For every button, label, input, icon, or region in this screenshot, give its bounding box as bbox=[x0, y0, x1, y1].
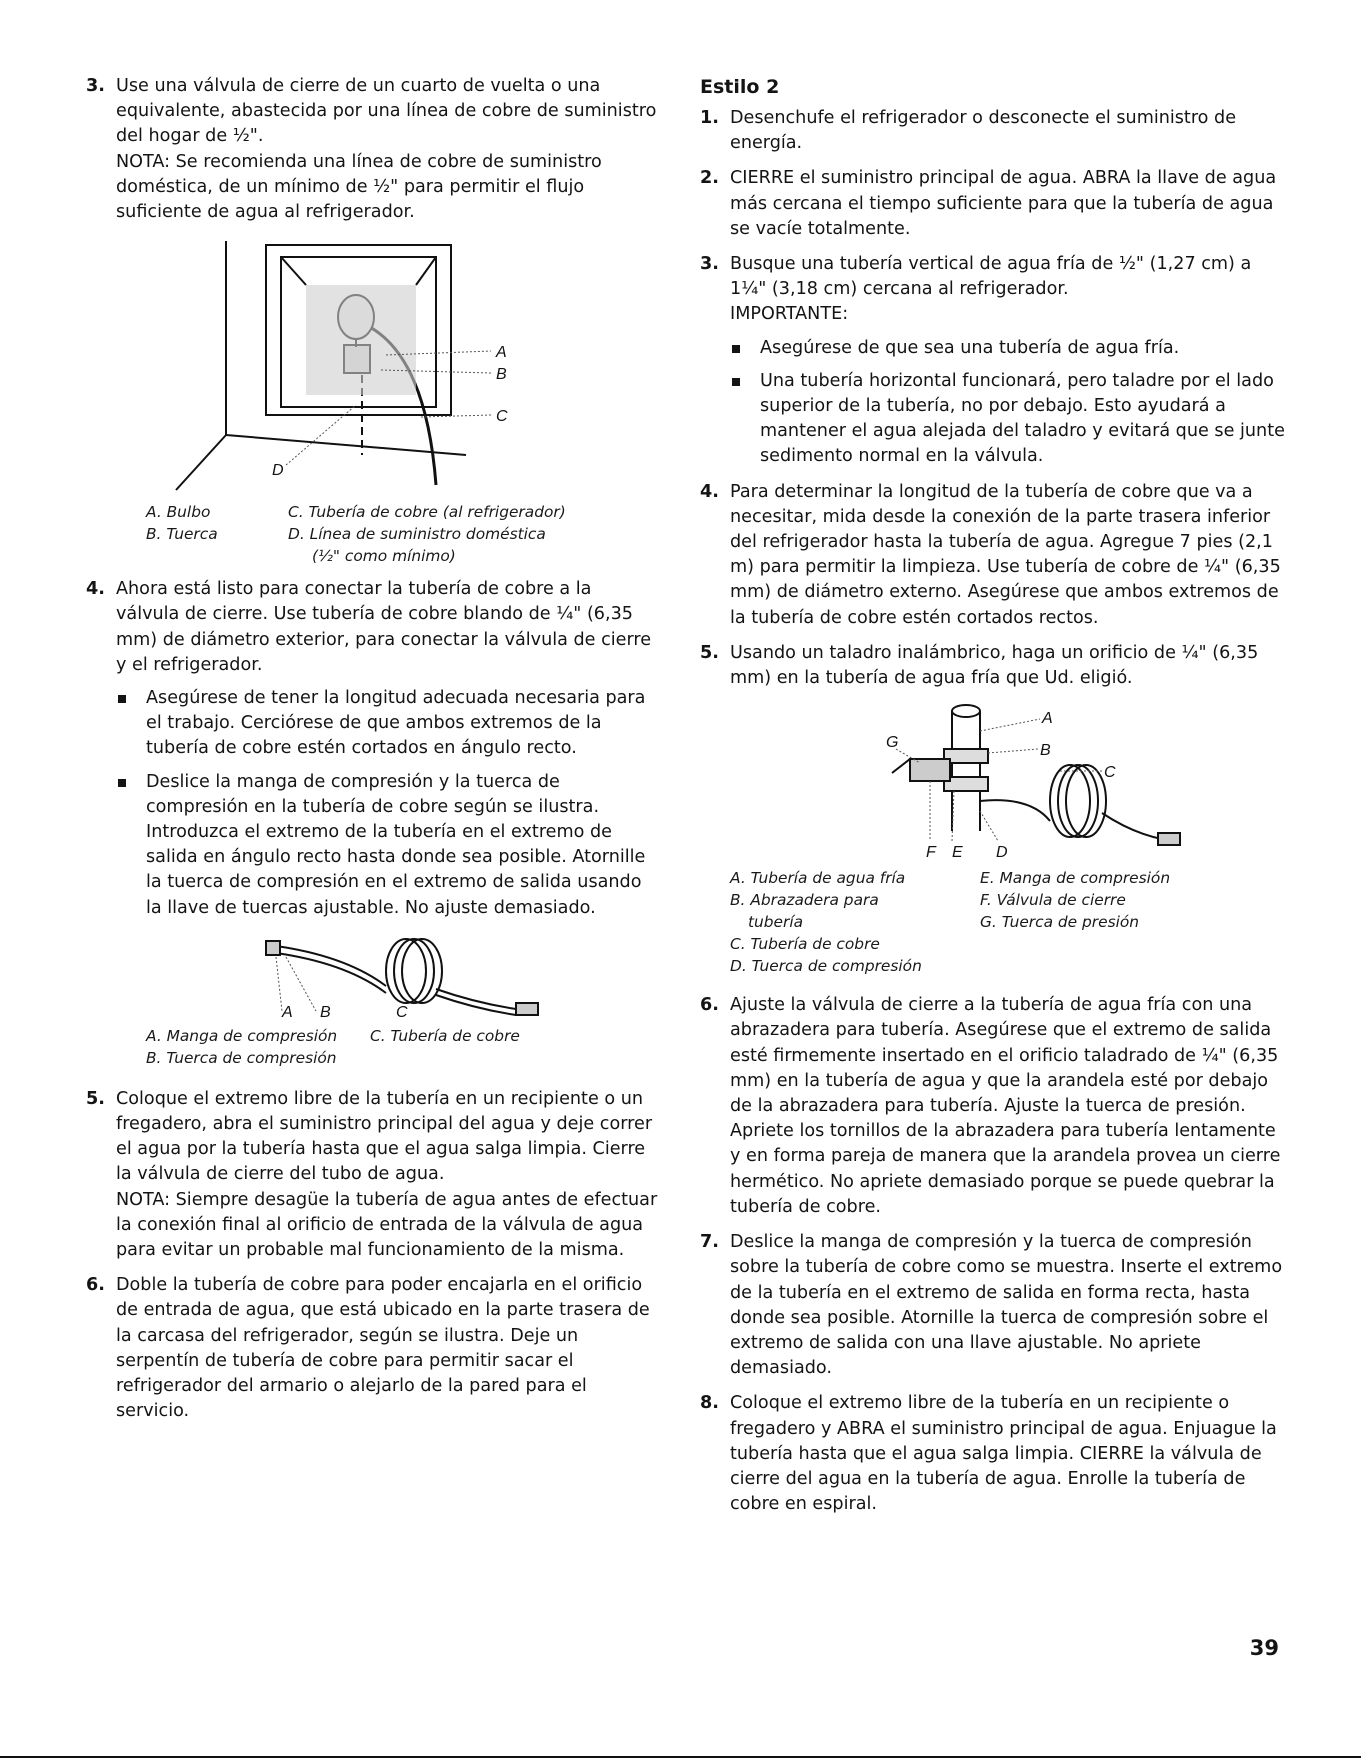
label-b: B bbox=[320, 1003, 331, 1019]
step-number: 3. bbox=[700, 254, 719, 275]
step-text: CIERRE el suministro principal de agua. ABRA la llave de agua más cercana el tiempo suficiente para que la tubería de agua se vacíe totalmente. bbox=[730, 168, 1277, 239]
caption-a: A. Bulbo bbox=[146, 503, 211, 522]
step-text: Use una válvula de cierre de un cuarto de vuelta o una equivalente, abastecida por una línea de cobre de suministro del hogar de ½". bbox=[116, 76, 657, 147]
figure-shutoff-valve bbox=[116, 235, 656, 567]
right-column bbox=[700, 74, 1285, 1527]
figure-compression-fittings bbox=[146, 931, 646, 1069]
tubing-illustration bbox=[246, 931, 566, 1019]
figure-pipe-clamp bbox=[730, 701, 1270, 977]
step-6-left bbox=[86, 1273, 660, 1424]
label-g: G bbox=[886, 734, 899, 752]
note-text: Siempre desagüe la tubería de agua antes de efectuar la conexión final al orificio de entrada de la válvula de agua para evitar un probable mal funcionamiento de la misma. bbox=[116, 1189, 658, 1261]
step-3-left bbox=[86, 74, 660, 225]
step-text: Deslice la manga de compresión y la tuerca de compresión sobre la tubería de cobre como se muestra. Inserte el extremo de la tubería en el extremo de salida en forma recta, hasta donde sea posible. Atornille la tuerca de compresión sobre el extremo de salida con una llave ajustable. No apriete demasiado. bbox=[730, 1232, 1283, 1379]
step-number: 5. bbox=[700, 642, 719, 663]
caption-c: C. Tubería de cobre bbox=[370, 1026, 520, 1045]
step-6-right bbox=[700, 993, 1285, 1220]
step-number: 1. bbox=[700, 108, 719, 128]
step-7-right bbox=[700, 1230, 1285, 1381]
bullet-item bbox=[116, 770, 660, 921]
step-number: 4. bbox=[700, 481, 719, 502]
label-d: D bbox=[272, 462, 284, 480]
step-1-right bbox=[700, 106, 1285, 156]
left-column bbox=[86, 74, 660, 1435]
caption-d: D. Línea de suministro doméstica bbox=[288, 525, 546, 544]
step-5-left bbox=[86, 1087, 660, 1263]
caption-a: A. Manga de compresión bbox=[146, 1026, 338, 1045]
caption-f: F. Válvula de cierre bbox=[980, 891, 1126, 910]
figure-caption bbox=[730, 867, 1270, 977]
step-text: Ajuste la válvula de cierre a la tubería de agua fría con una abrazadera para tubería. Asegúrese que el extremo de salida esté firmemente insertado en el orificio taladrado de ¼" (6,35 mm) en la tubería de agua y que la arandela esté por debajo de la abrazadera para tubería. Ajuste la tuerca de presión. Apriete los tornillos de la abrazadera para tubería lentamente y en forma pareja de manera que la arandela provea un cierre hermético. No apriete demasiado porque se puede quebrar la tubería de cobre. bbox=[730, 995, 1281, 1217]
label-e: E bbox=[952, 844, 963, 862]
label-d: D bbox=[996, 844, 1008, 862]
step-number: 6. bbox=[86, 1275, 105, 1296]
label-c: C bbox=[1104, 764, 1116, 782]
label-f: F bbox=[926, 844, 936, 862]
step-text: Doble la tubería de cobre para poder encajarla en el orificio de entrada de agua, que está ubicado en la parte trasera de la carcasa del refrigerador, según se ilustra. Deje un serpentín de tubería de cobre para permitir sacar el refrigerador del armario o alejarlo de la pared para el servicio. bbox=[116, 1275, 650, 1422]
step-text: Desenchufe el refrigerador o desconecte el suministro de energía. bbox=[730, 108, 1237, 154]
bullet-square-icon bbox=[732, 378, 740, 386]
label-a: A bbox=[496, 344, 507, 362]
step-text: Busque una tubería vertical de agua fría de ½" (1,27 cm) a 1¼" (3,18 cm) cercana al refrigerador. bbox=[730, 254, 1252, 300]
caption-a: A. Tubería de agua fría bbox=[730, 869, 906, 888]
step-number: 8. bbox=[700, 1393, 719, 1414]
label-c: C bbox=[396, 1003, 408, 1019]
bullet-text: Deslice la manga de compresión y la tuerca de compresión en la tubería de cobre según se ilustra. Introduzca el extremo de la tubería en el extremo de salida en ángulo recto hasta donde sea posible. Atornille la tuerca de compresión en el extremo de salida usando la llave de tuercas ajustable. No ajuste demasiado. bbox=[146, 771, 646, 918]
step-5-right bbox=[700, 641, 1285, 691]
label-a: A bbox=[282, 1003, 293, 1019]
page-number: 39 bbox=[1249, 1636, 1279, 1660]
step-number: 4. bbox=[86, 579, 105, 600]
caption-b-cont: tubería bbox=[748, 913, 804, 932]
step-2-right bbox=[700, 166, 1285, 242]
bullet-text: Asegúrese de tener la longitud adecuada necesaria para el trabajo. Cerciórese de que ambos extremos de la tubería de cobre estén cortados en ángulo recto. bbox=[146, 688, 646, 759]
caption-c: C. Tubería de cobre bbox=[730, 935, 880, 954]
step-8-right bbox=[700, 1391, 1285, 1517]
note bbox=[116, 1188, 660, 1264]
label-c: C bbox=[496, 408, 508, 426]
figure-caption bbox=[146, 501, 656, 567]
caption-e: E. Manga de compresión bbox=[980, 869, 1171, 888]
section-heading: Estilo 2 bbox=[700, 76, 780, 98]
bullet-square-icon bbox=[732, 345, 740, 353]
bullet-item bbox=[730, 369, 1285, 470]
step-number: 7. bbox=[700, 1232, 719, 1253]
bullet-item bbox=[730, 336, 1285, 361]
step-text: Ahora está listo para conectar la tubería de cobre a la válvula de cierre. Use tubería de cobre blando de ¼" (6,35 mm) de diámetro exterior, para conectar la válvula de cierre y el refrigerador. bbox=[116, 579, 652, 675]
caption-d-note: (½" como mínimo) bbox=[312, 547, 456, 566]
label-a: A bbox=[1042, 710, 1053, 728]
note-label: NOTA: bbox=[116, 1189, 171, 1210]
pipe-clamp-illustration bbox=[840, 701, 1200, 861]
label-b: B bbox=[1040, 742, 1051, 760]
step-4-left bbox=[86, 577, 660, 921]
bullet-square-icon bbox=[118, 695, 126, 703]
step-number: 5. bbox=[86, 1088, 105, 1109]
note bbox=[116, 150, 660, 226]
figure-caption bbox=[146, 1025, 646, 1069]
note-text: Se recomienda una línea de cobre de suministro doméstica, de un mínimo de ½" para permitir el flujo suficiente de agua al refrigerador. bbox=[116, 151, 602, 223]
step-text: Coloque el extremo libre de la tubería en un recipiente o un fregadero, abra el suministro principal del agua y deje correr el agua por la tubería hasta que el agua salga limpia. Cierre la válvula de cierre del tubo de agua. bbox=[116, 1088, 653, 1185]
important-label: IMPORTANTE: bbox=[730, 304, 849, 325]
step-number: 3. bbox=[86, 76, 105, 96]
caption-c: C. Tubería de cobre (al refrigerador) bbox=[288, 503, 566, 522]
bullet-text: Una tubería horizontal funcionará, pero taladre por el lado superior de la tubería, no por debajo. Esto ayudará a mantener el agua alejada del taladro y evitará que se junte sedimento normal en la válvula. bbox=[760, 370, 1285, 467]
caption-g: G. Tuerca de presión bbox=[980, 913, 1140, 932]
note-label: NOTA: bbox=[116, 151, 171, 172]
caption-b: B. Tuerca de compresión bbox=[146, 1048, 337, 1067]
bullet-text: Asegúrese de que sea una tubería de agua fría. bbox=[760, 337, 1180, 358]
bullet-item bbox=[116, 686, 660, 762]
caption-b: B. Abrazadera para bbox=[730, 891, 879, 910]
step-text: Usando un taladro inalámbrico, haga un orificio de ¼" (6,35 mm) en la tubería de agua fría que Ud. eligió. bbox=[730, 642, 1259, 689]
step-number: 6. bbox=[700, 995, 719, 1016]
step-number: 2. bbox=[700, 168, 719, 189]
valve-illustration bbox=[116, 235, 536, 497]
step-3-right bbox=[700, 252, 1285, 470]
label-b: B bbox=[496, 366, 507, 384]
step-text: Para determinar la longitud de la tubería de cobre que va a necesitar, mida desde la conexión de la parte trasera inferior del refrigerador hasta la tubería de agua. Agregue 7 pies (2,1 m) para permitir la limpieza. Use tubería de cobre de ¼" (6,35 mm) de diámetro externo. Asegúrese que ambos extremos de la tubería de cobre estén cortados rectos. bbox=[730, 481, 1281, 628]
caption-d: D. Tuerca de compresión bbox=[730, 957, 922, 976]
caption-b: B. Tuerca bbox=[146, 525, 218, 544]
step-text: Coloque el extremo libre de la tubería en un recipiente o fregadero y ABRA el suministro principal de agua. Enjuague la tubería hasta que el agua salga limpia. CIERRE la válvula de cierre del agua en la tubería de agua. Enrolle la tubería de cobre en espiral. bbox=[730, 1393, 1277, 1515]
bullet-square-icon bbox=[118, 779, 126, 787]
step-4-right bbox=[700, 480, 1285, 631]
page-bottom-rule bbox=[0, 1756, 1361, 1758]
